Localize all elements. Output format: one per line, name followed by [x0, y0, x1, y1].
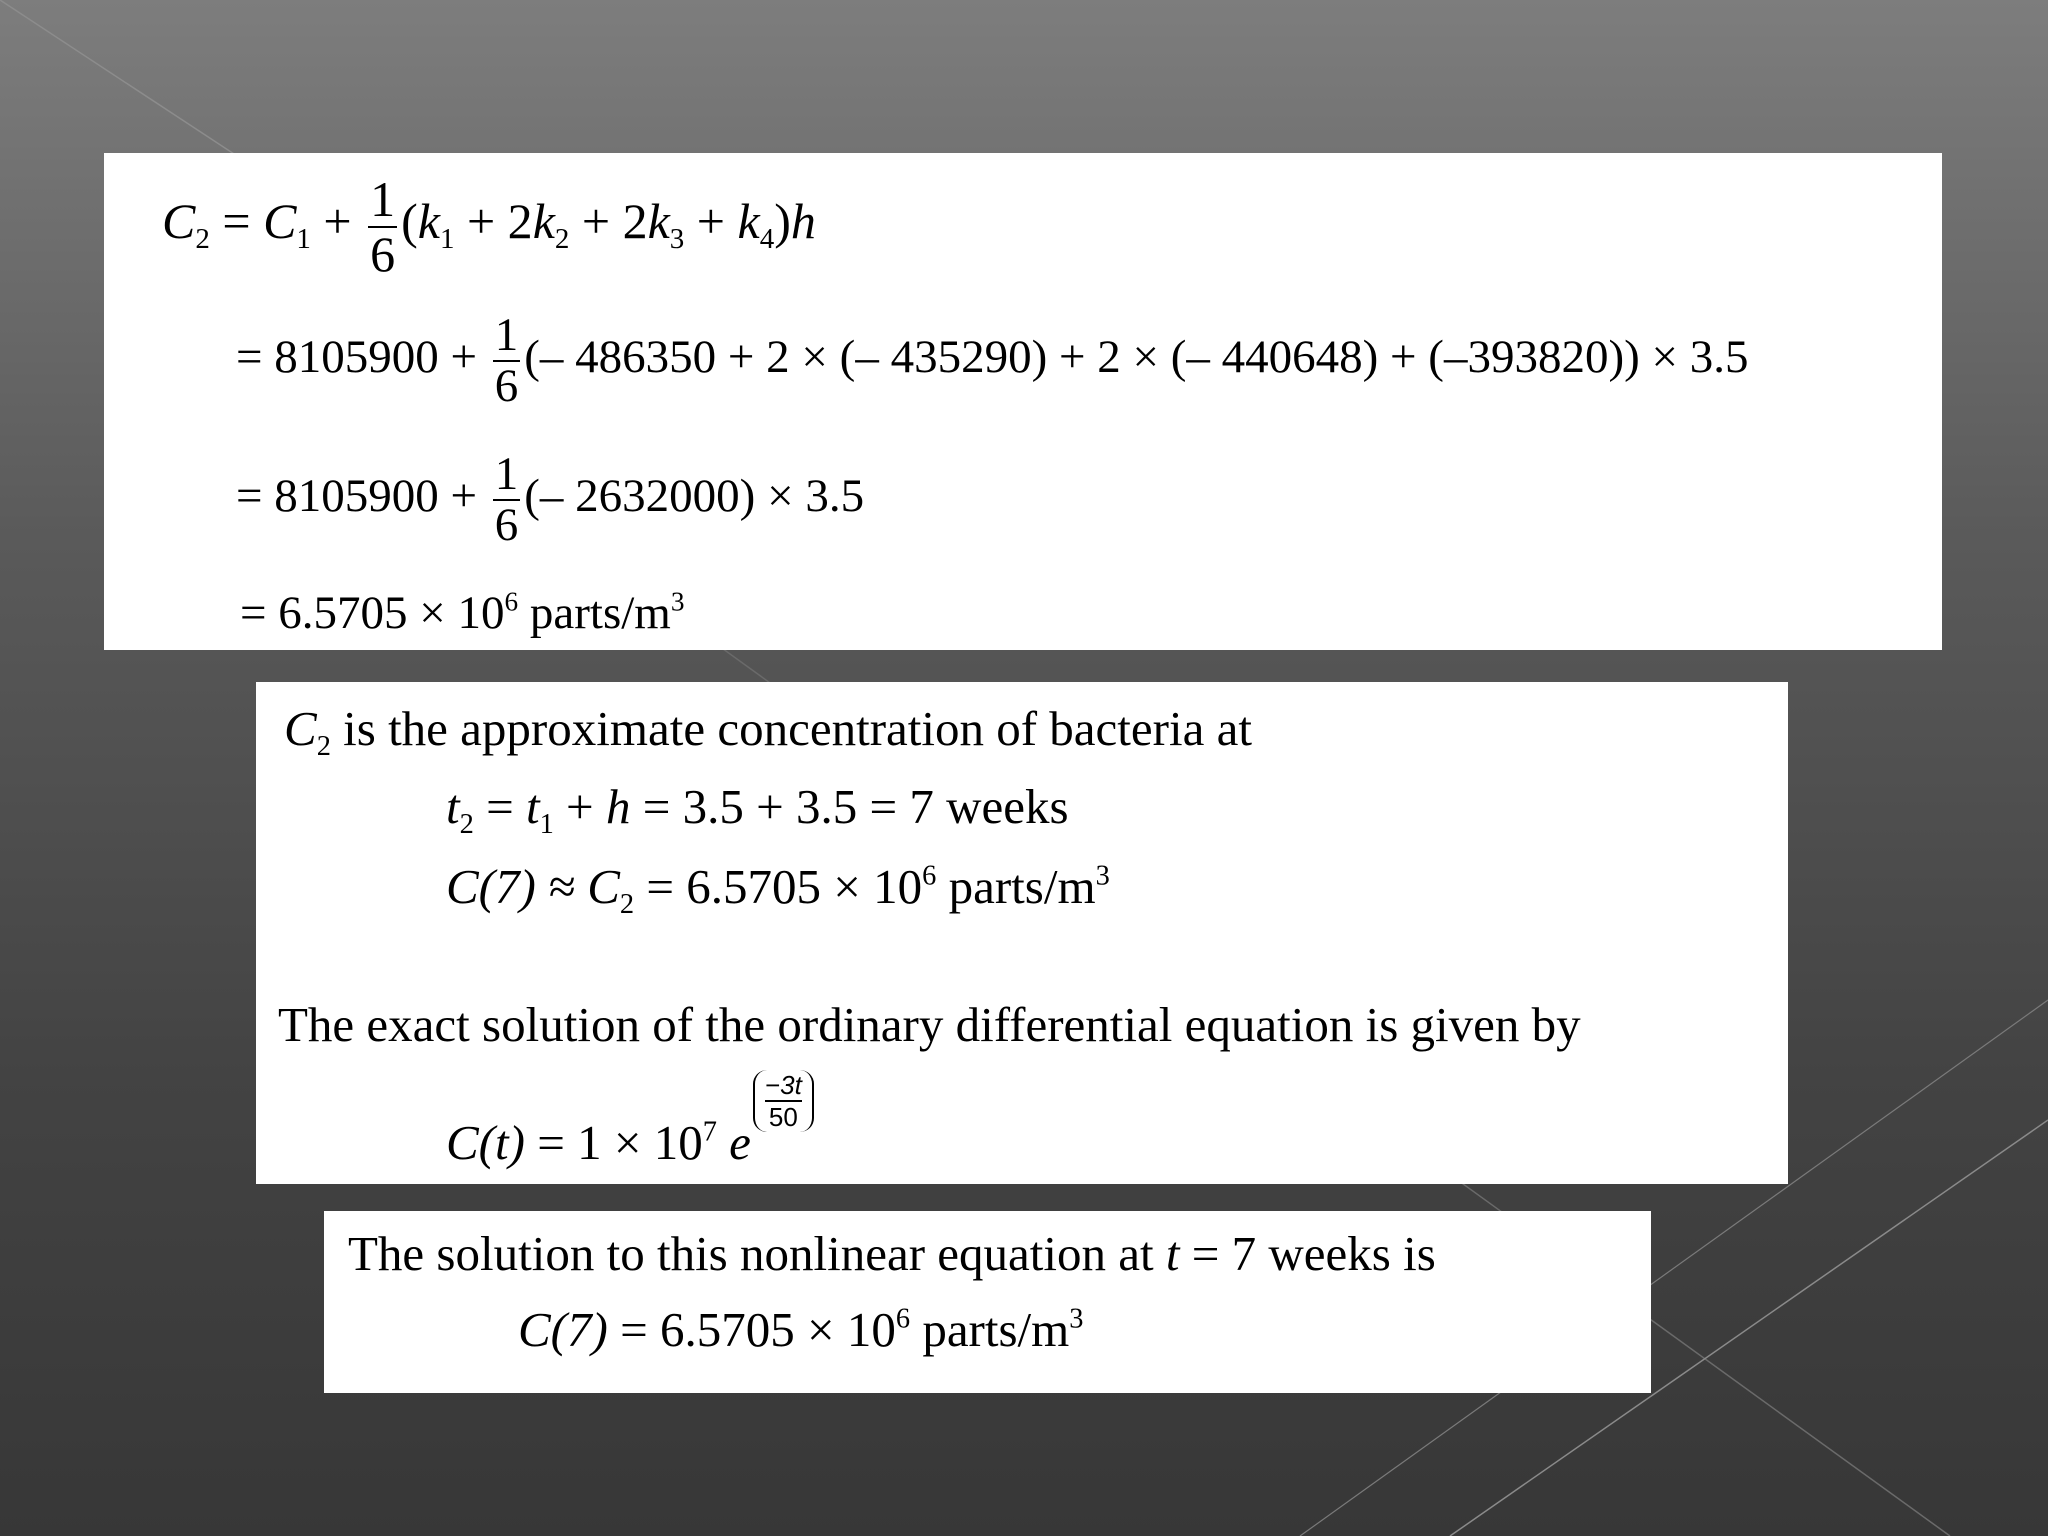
numerator: 1: [494, 309, 519, 361]
sub: 1: [439, 223, 455, 256]
function-c7: C(7) ≈: [446, 859, 588, 914]
var-t: t: [1165, 1226, 1180, 1281]
result-value: = 6.5705 × 10: [607, 1302, 896, 1357]
fraction: [493, 450, 521, 551]
exponent: 6: [922, 860, 937, 892]
sub: 1: [539, 808, 554, 840]
var-k: k: [647, 192, 670, 249]
equation-substitution: [236, 311, 1749, 412]
sub: 2: [554, 223, 570, 256]
denominator: 6: [494, 360, 519, 413]
var-t: t: [525, 779, 540, 834]
equation-simplified: [236, 450, 864, 551]
operator: + 2: [569, 192, 648, 249]
var-c: C: [263, 192, 297, 249]
operator: =: [209, 192, 264, 249]
sub: 2: [459, 808, 474, 840]
sub: 1: [296, 223, 311, 256]
solution-intro: [348, 1226, 1436, 1281]
solution-equation: [518, 1302, 1084, 1357]
expression-prefix: = 8105900 +: [236, 331, 489, 384]
var-k: k: [532, 192, 555, 249]
result-value: = 6.5705 × 10: [240, 587, 505, 639]
rk4-step-panel: [104, 153, 1942, 650]
fraction: [368, 173, 397, 280]
description-text: The solution to this nonlinear equation at: [348, 1226, 1166, 1281]
function-ct: C(t): [446, 1115, 525, 1170]
description-text: is the approximate concentration of bacteria at: [330, 701, 1252, 756]
numerator: 1: [370, 171, 396, 227]
exponent: 3: [1069, 1303, 1084, 1335]
var-k: k: [737, 192, 760, 249]
unit: parts/m: [518, 587, 671, 639]
operator: +: [310, 192, 365, 249]
var-h: h: [790, 192, 816, 249]
approximation-panel: [256, 682, 1788, 1184]
operator: =: [473, 779, 526, 834]
sub: 4: [759, 223, 775, 256]
result-value: = 6.5705 × 10: [634, 859, 923, 914]
denominator: 6: [370, 225, 396, 282]
sub: 2: [619, 888, 635, 920]
var-k: k: [417, 192, 440, 249]
description-text: The exact solution of the ordinary differential equation is given by: [278, 997, 1581, 1052]
exponent: 3: [670, 586, 685, 617]
fraction: [493, 311, 521, 412]
function-c7: C(7): [518, 1302, 608, 1357]
denominator: 50: [768, 1102, 798, 1132]
exact-solution-intro: [278, 997, 1581, 1052]
operator: +: [553, 779, 606, 834]
exponent: 7: [702, 1116, 717, 1148]
expression-body: (– 486350 + 2 × (– 435290) + 2 × (– 440648) + (–393820)) × 3.5: [524, 331, 1749, 384]
equation-c2-formula: [162, 173, 816, 280]
var-c: C: [162, 192, 196, 249]
var-e: e: [716, 1115, 751, 1170]
paren: ): [774, 192, 791, 249]
var-c: C: [284, 701, 317, 756]
denominator: 6: [494, 499, 519, 552]
numerator: 1: [494, 448, 519, 500]
approximate-concentration: [446, 859, 1110, 920]
var-c: C: [587, 859, 620, 914]
exponent-fraction: [753, 1070, 814, 1132]
unit: parts/m: [910, 1302, 1070, 1357]
exponent: 6: [504, 586, 519, 617]
operator: + 2: [454, 192, 533, 249]
operator: +: [684, 192, 738, 249]
sub: 2: [316, 730, 331, 762]
expression-body: (– 2632000) × 3.5: [524, 470, 865, 523]
expression-prefix: = 8105900 +: [236, 470, 489, 523]
unit: parts/m: [936, 859, 1096, 914]
sub: 2: [195, 223, 210, 256]
numerator: −3t: [764, 1070, 802, 1100]
solution-panel: [324, 1211, 1651, 1393]
var-t: t: [446, 779, 460, 834]
exact-solution-equation: [446, 1070, 814, 1180]
time-step-equation: [446, 779, 1069, 840]
exponent: 3: [1095, 860, 1110, 892]
var-h: h: [605, 779, 631, 834]
time-value: = 3.5 + 3.5 = 7 weeks: [630, 779, 1069, 834]
c2-description: [284, 701, 1252, 762]
description-text: = 7 weeks is: [1179, 1226, 1436, 1281]
paren: (: [401, 192, 418, 249]
coefficient: = 1 × 10: [524, 1115, 703, 1170]
sub: 3: [669, 223, 685, 256]
exponent: 6: [895, 1303, 911, 1335]
equation-result: [240, 586, 685, 639]
